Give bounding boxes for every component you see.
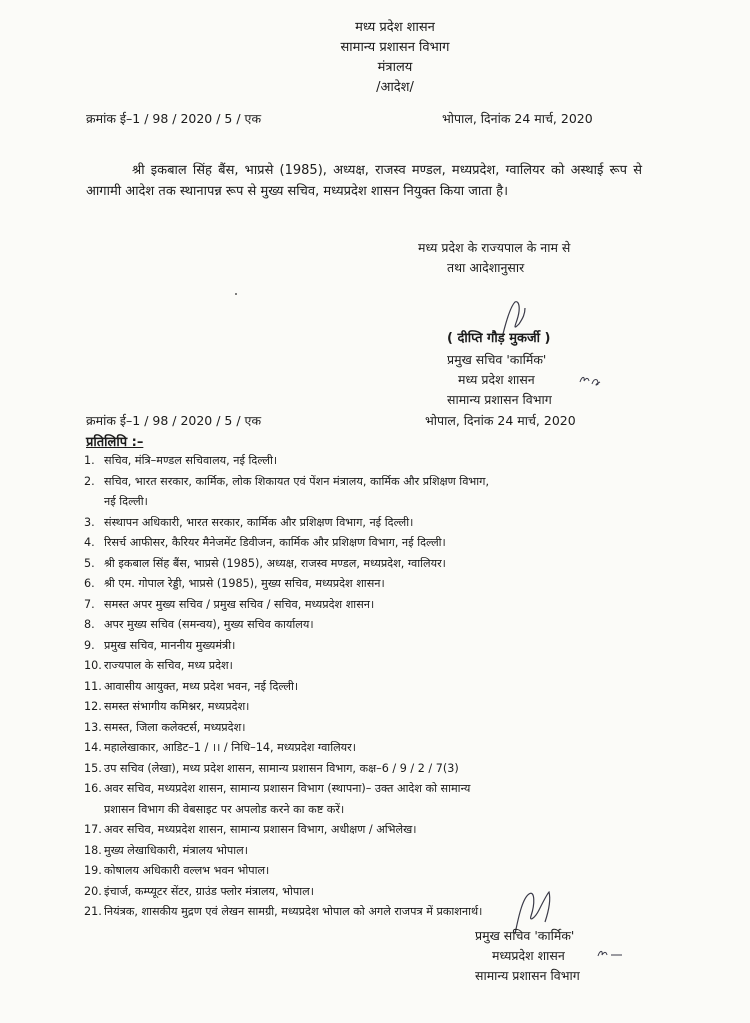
header-department: सामान्य प्रशासन विभाग <box>340 40 450 55</box>
copy-list-item-number: 1. <box>84 454 95 467</box>
copy-list-item-text: श्री इकबाल सिंह बैंस, भाप्रसे (1985), अध्यक्ष, राजस्व मण्डल, मध्यप्रदेश, ग्वालियर। <box>104 556 446 570</box>
copy-list-item-text: समस्त, जिला कलेक्टर्स, मध्यप्रदेश। <box>104 720 246 734</box>
copy-list-item <box>84 615 654 636</box>
signatory-designation-2: मध्य प्रदेश शासन <box>458 372 535 387</box>
letterhead <box>0 18 750 98</box>
copy-list-item <box>84 882 654 903</box>
copy-list-item-number: 12. <box>84 700 102 713</box>
copy-list-item <box>84 718 654 739</box>
order-number: क्रमांक ई–1 / 98 / 2020 / 5 / एक <box>86 111 262 126</box>
initials-mark-1 <box>578 372 604 388</box>
copy-list-item <box>84 738 654 759</box>
signatory-designation-3: सामान्य प्रशासन विभाग <box>447 392 552 407</box>
copy-list-item-text: रिसर्च आफीसर, कैरियर मैनेजमेंट डिवीजन, कार्मिक और प्रशिक्षण विभाग, नई दिल्ली। <box>104 536 446 549</box>
copy-list-item <box>84 595 654 616</box>
copy-list-item-text: उप सचिव (लेखा), मध्य प्रदेश शासन, सामान्य प्रशासन विभाग, कक्ष–6 / 9 / 2 / 7(3) <box>104 761 459 775</box>
copy-list <box>84 451 654 923</box>
copy-list-item-number: 16. <box>84 782 102 795</box>
copy-list-item-number: 4. <box>84 536 95 549</box>
copy-list-item <box>84 451 654 472</box>
header-government: मध्य प्रदेश शासन <box>355 20 435 35</box>
copy-signatory-designation-2: मध्यप्रदेश शासन <box>492 948 565 963</box>
copy-list-item-text: समस्त संभागीय कमिश्नर, मध्यप्रदेश। <box>104 700 250 713</box>
copy-list-item-text: सचिव, मंत्रि–मण्डल सचिवालय, नई दिल्ली। <box>104 454 278 467</box>
copy-list-item-text: सचिव, भारत सरकार, कार्मिक, लोक शिकायत एवं पेंशन मंत्रालय, कार्मिक और प्रशिक्षण विभाग, <box>104 474 490 488</box>
copy-signatory-designation-3: सामान्य प्रशासन विभाग <box>475 968 580 983</box>
copy-list-item-text: महालेखाकार, आडिट–1 / ।। / निधि–14, मध्यप्रदेश ग्वालियर। <box>104 741 356 754</box>
copy-list-item-number: 19. <box>84 864 102 877</box>
copy-list-item-text: प्रमुख सचिव, माननीय मुख्यमंत्री। <box>104 638 236 652</box>
copy-list-item-continuation: नई दिल्ली। <box>104 495 148 508</box>
copy-list-item-text: समस्त अपर मुख्य सचिव / प्रमुख सचिव / सचिव, मध्यप्रदेश शासन। <box>104 597 375 611</box>
copy-list-item-number: 20. <box>84 884 102 898</box>
copy-list-item-number: 14. <box>84 741 102 754</box>
header-order-title: /आदेश/ <box>376 80 414 95</box>
signatory-designation-1: प्रमुख सचिव 'कार्मिक' <box>447 352 547 367</box>
copy-list-item <box>84 513 654 534</box>
copy-order-number: क्रमांक ई–1 / 98 / 2020 / 5 / एक <box>86 413 262 428</box>
copy-list-item-text: कोषालय अधिकारी वल्लभ भवन भोपाल। <box>104 864 270 877</box>
order-body <box>86 160 642 202</box>
copy-list-item-text: संस्थापन अधिकारी, भारत सरकार, कार्मिक और प्रशिक्षण विभाग, नई दिल्ली। <box>104 515 414 529</box>
copy-list-item-text: अवर सचिव, मध्यप्रदेश शासन, सामान्य प्रशासन विभाग (स्थापना)– उक्त आदेश को सामान्य <box>104 782 471 795</box>
copy-list-item-number: 8. <box>84 618 95 631</box>
initials-mark-2 <box>596 946 626 962</box>
copy-list-item <box>84 574 654 595</box>
copy-list-item <box>84 677 654 698</box>
copy-list-item-number: 6. <box>84 577 95 590</box>
copy-list-item-number: 7. <box>84 597 95 611</box>
copy-signatory-designation-1: प्रमुख सचिव 'कार्मिक' <box>475 928 575 943</box>
copy-list-item-number: 5. <box>84 556 95 570</box>
copy-list-item-text: नियंत्रक, शासकीय मुद्रण एवं लेखन सामग्री, मध्यप्रदेश भोपाल को अगले राजपत्र में प्रकाशनार्थ। <box>104 905 483 918</box>
copy-list-item-number: 21. <box>84 905 102 918</box>
copy-list-item <box>84 533 654 554</box>
copy-list-item <box>84 902 654 923</box>
copy-list-item-text: अपर मुख्य सचिव (समन्वय), मुख्य सचिव कार्यालय। <box>104 618 314 631</box>
header-ministry: मंत्रालय <box>377 60 413 75</box>
copy-list-item <box>84 636 654 657</box>
copy-list-item-number: 9. <box>84 638 95 652</box>
copy-list-item-text: राज्यपाल के सचिव, मध्य प्रदेश। <box>104 659 233 672</box>
copy-list-item-number: 10. <box>84 659 102 672</box>
copy-title: प्रतिलिपि :– <box>86 435 144 450</box>
order-body-text: श्री इकबाल सिंह बैंस, भाप्रसे (1985), अध्यक्ष, राजस्व मण्डल, मध्यप्रदेश, ग्वालियर को अस्थाई रूप से आगामी आदेश तक स्थानापन्न रूप से मुख्य सचिव, मध्यप्रदेश शासन नियुक्त किया जाता है। <box>86 163 642 199</box>
signatory-name: ( दीप्ति गौड़ मुकर्जी ) <box>447 331 551 346</box>
copy-list-item-text: इंचार्ज, कम्प्यूटर सेंटर, ग्राउंड फ्लोर मंत्रालय, भोपाल। <box>104 884 314 898</box>
copy-list-item-number: 13. <box>84 720 102 734</box>
copy-list-item-number: 17. <box>84 823 102 836</box>
copy-list-item <box>84 861 654 882</box>
copy-list-item <box>84 554 654 575</box>
copy-list-item-text: श्री एम. गोपाल रेड्डी, भाप्रसे (1985), मुख्य सचिव, मध्यप्रदेश शासन। <box>104 577 385 590</box>
speck <box>235 293 237 295</box>
copy-list-item-number: 18. <box>84 843 102 857</box>
copy-list-item-number: 2. <box>84 474 95 488</box>
copy-list-item <box>84 697 654 718</box>
order-place-date: भोपाल, दिनांक 24 मार्च, 2020 <box>442 111 593 126</box>
authority-line-1: मध्य प्रदेश के राज्यपाल के नाम से <box>418 240 571 255</box>
copy-list-item-number: 3. <box>84 515 95 529</box>
copy-list-item-continuation: प्रशासन विभाग की वेबसाइट पर अपलोड करने का कष्ट करें। <box>104 802 345 816</box>
copy-list-item <box>84 820 654 841</box>
copy-list-item-text: मुख्य लेखाधिकारी, मंत्रालय भोपाल। <box>104 843 248 857</box>
copy-list-item-text: अवर सचिव, मध्यप्रदेश शासन, सामान्य प्रशासन विभाग, अधीक्षण / अभिलेख। <box>104 823 417 836</box>
authority-line-2: तथा आदेशानुसार <box>447 260 525 275</box>
copy-list-item <box>84 759 654 780</box>
copy-list-item-number: 15. <box>84 761 102 775</box>
copy-list-item <box>84 841 654 862</box>
copy-place-date: भोपाल, दिनांक 24 मार्च, 2020 <box>425 413 576 428</box>
copy-list-item <box>84 472 654 513</box>
copy-list-item-text: आवासीय आयुक्त, मध्य प्रदेश भवन, नई दिल्ली। <box>104 679 299 693</box>
copy-list-item <box>84 656 654 677</box>
copy-list-item <box>84 779 654 820</box>
copy-list-item-number: 11. <box>84 679 102 693</box>
